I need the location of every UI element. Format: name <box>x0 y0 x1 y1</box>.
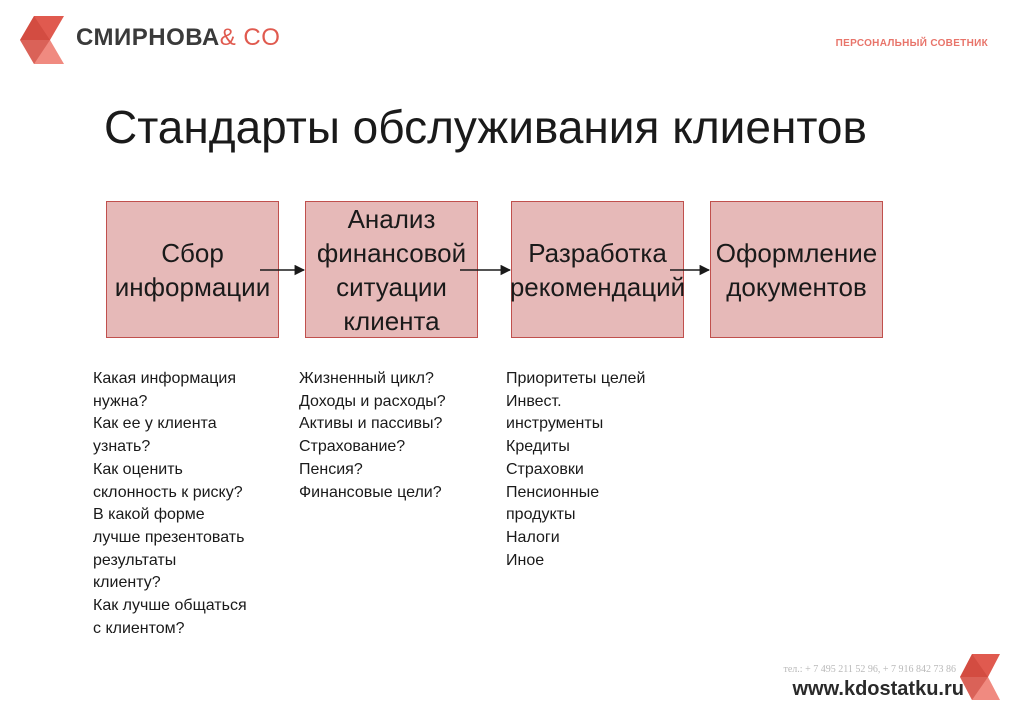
step-box-documents <box>710 201 883 338</box>
note-line: инструменты <box>506 415 604 433</box>
step-label: Сбор информации <box>114 237 271 302</box>
note-line: Жизненный цикл? <box>299 370 434 387</box>
header-tagline: ПЕРСОНАЛЬНЫЙ СОВЕТНИК <box>835 38 988 49</box>
note-line: лучше презентовать <box>93 528 245 546</box>
note-line: В какой форме <box>93 506 205 524</box>
note-line: с клиентом? <box>93 619 185 637</box>
footer-logo-icon <box>960 654 1000 700</box>
step-label: Оформление документов <box>715 237 878 302</box>
note-line: склонность к риску? <box>93 483 243 501</box>
notes-financial-analysis <box>299 368 499 504</box>
note-line: Страховки <box>506 460 584 478</box>
note-line: Пенсионные <box>506 483 600 501</box>
note-line: Какая информация <box>93 370 236 387</box>
note-line: Инвест. <box>506 392 562 410</box>
note-line: Как лучше общаться <box>93 597 247 615</box>
note-line: Активы и пассивы? <box>299 415 443 433</box>
note-line: Приоритеты целей <box>506 370 646 387</box>
step-box-collect-info <box>106 201 279 338</box>
note-line: Финансовые цели? <box>299 483 442 501</box>
notes-recommendations <box>506 368 706 572</box>
slide-title: Стандарты обслуживания клиентов <box>104 101 867 153</box>
note-line: Доходы и расходы? <box>299 392 446 410</box>
note-line: Страхование? <box>299 438 406 456</box>
note-line: нужна? <box>93 392 148 410</box>
note-line: результаты <box>93 551 177 569</box>
step-box-financial-analysis <box>305 201 478 338</box>
step-label: Разработка рекомендаций <box>509 237 686 302</box>
note-line: Пенсия? <box>299 460 363 478</box>
note-line: узнать? <box>93 438 151 456</box>
footer-contacts: тел.: + 7 495 211 52 96, + 7 916 842 73 86 <box>783 664 956 675</box>
note-line: клиенту? <box>93 574 161 592</box>
step-label: Анализ финансовой ситуации клиента <box>316 203 467 336</box>
note-line: Кредиты <box>506 438 570 456</box>
note-line: Как оценить <box>93 460 183 478</box>
step-box-recommendations <box>511 201 684 338</box>
note-line: Как ее у клиента <box>93 415 217 433</box>
notes-collect-info <box>93 368 293 640</box>
note-line: Иное <box>506 551 545 569</box>
note-line: Налоги <box>506 528 560 546</box>
note-line: продукты <box>506 506 576 524</box>
company-logo-icon <box>20 16 64 64</box>
footer-website-link[interactable]: www.kdostatku.ru <box>792 678 964 700</box>
company-logo-text: СМИРНОВА& CO <box>76 24 281 51</box>
